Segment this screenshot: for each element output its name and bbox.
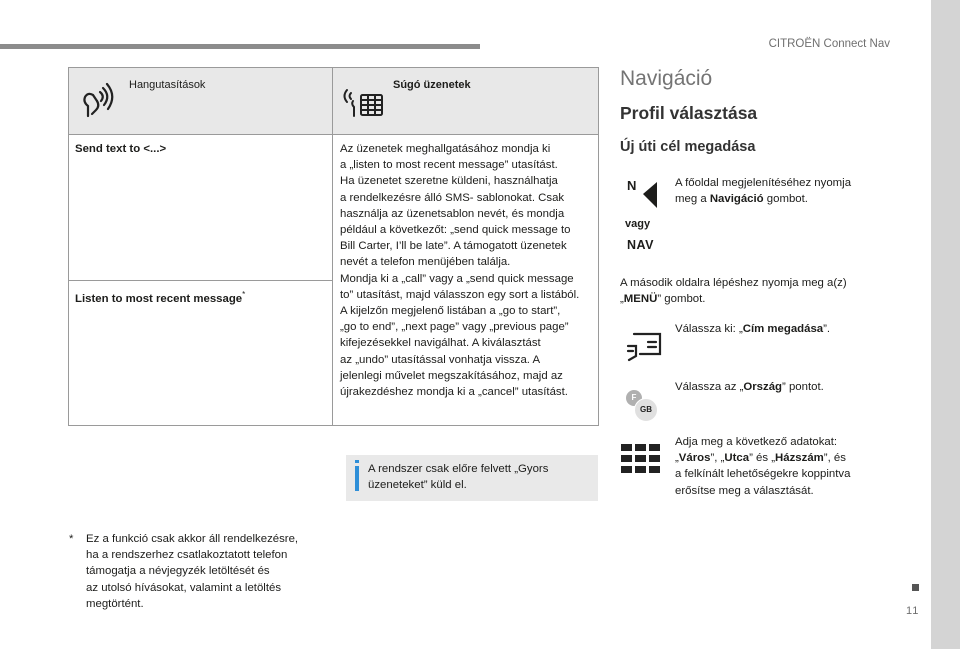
help-line: Az üzenetek meghallgatásához mondja ki	[340, 143, 551, 155]
help-line: a rendelkezésre álló SMS- sablonokat. Csak	[340, 191, 565, 204]
speech-keyboard-icon	[343, 82, 385, 118]
voice-command-table	[68, 67, 599, 426]
step4-bold: Ország	[743, 381, 782, 393]
step5-line1: Adja meg a következő adatokat:	[675, 436, 838, 448]
help-line: a „listen to most recent message” utasítást.	[340, 159, 558, 172]
step-menu	[620, 275, 880, 307]
country-badge-icon	[626, 390, 660, 418]
step5-e: ” és „	[749, 452, 776, 465]
step-navigation	[675, 175, 875, 207]
step3-bold: Cím megadása	[742, 323, 824, 335]
help-line: kifejezésekkel navigálhat. A kiválasztást	[340, 337, 541, 350]
badge-f: F	[626, 390, 642, 406]
help-cell	[333, 135, 599, 426]
step-address	[675, 321, 875, 337]
step2-post: ” gombot.	[657, 293, 706, 306]
help-line: Bill Carter, I’ll be late”. A támogatott üzenetek	[340, 240, 567, 253]
step-country	[675, 379, 875, 395]
subsubsection-title: Új úti cél megadása	[620, 139, 756, 155]
footnote-marker: *	[242, 290, 246, 299]
footnote-line: Ez a funkció csak akkor áll rendelkezésre,	[86, 533, 299, 545]
continuation-marker	[912, 584, 919, 591]
step4-post: ” pontot.	[782, 381, 824, 393]
help-line: nevét a telefon menüjében találja.	[340, 256, 511, 269]
top-rule	[0, 44, 480, 49]
info-icon	[355, 466, 359, 491]
info-note-text	[368, 461, 588, 493]
footnote-line: az utolsó hívásokat, valamint a letöltés	[86, 581, 282, 594]
page-number: 11	[906, 605, 920, 617]
table-row	[69, 281, 333, 426]
section-title: Navigáció	[620, 67, 713, 90]
table-row	[69, 135, 333, 281]
subsection-title: Profil választása	[620, 103, 758, 123]
badge-gb: GB	[634, 398, 658, 422]
help-line: A kijelzőn megjelenő listában a „go to start”,	[340, 305, 561, 318]
step2-pre: „	[620, 293, 624, 306]
or-label: vagy	[625, 218, 651, 230]
step-enter-data	[675, 434, 885, 499]
north-arrow-icon	[626, 178, 662, 212]
help-line: az „undo” utasítással vonhatja vissza. A	[340, 353, 541, 366]
step3-post: ”.	[823, 323, 831, 335]
step5-line4: erősítse meg a választását.	[675, 484, 814, 497]
help-line: Ha üzenetet szeretne küldeni, használhatja	[340, 175, 558, 188]
step1-bold: Navigáció	[709, 193, 764, 206]
table-header-commands	[69, 68, 333, 135]
help-line: jelenlegi művelet megszakításához, majd az	[340, 369, 563, 382]
table-header-help	[333, 68, 599, 135]
help-text	[333, 135, 598, 400]
info-note	[346, 455, 598, 501]
step5-a: „	[675, 452, 679, 465]
step5-city: Város	[678, 452, 711, 465]
footnote-text	[86, 531, 321, 612]
info-note-line: üzeneteket” küld el.	[368, 479, 467, 491]
help-line: Mondja ki a „call” vagy a „send quick message	[340, 272, 574, 285]
north-label: N	[627, 178, 637, 193]
step1-pre: meg a	[675, 193, 710, 206]
step5-housenumber: Házszám	[775, 452, 824, 465]
command-listen-recent-label: Listen to most recent message	[75, 292, 243, 305]
footnote-line: támogatja a névjegyzék letöltését és	[86, 565, 270, 578]
step5-street: Utca	[724, 452, 750, 465]
step5-line3: a felkínált lehetőségekre koppintva	[675, 468, 851, 481]
footnote-line: megtörtént.	[86, 597, 144, 610]
step1-line2	[675, 191, 875, 207]
brand-header: CITROËN Connect Nav	[768, 38, 890, 50]
command-listen-recent	[69, 281, 332, 307]
footnote-line: ha a rendszerhez csatlakoztatott telefon	[86, 549, 288, 562]
help-line: „go to end”, „next page” vagy „previous page”	[340, 321, 569, 334]
page-edge-bar	[931, 0, 960, 649]
help-line: használja az üzenetsablon nevét, és mondja	[340, 207, 565, 220]
col-header-voice-commands: Hangutasítások	[129, 79, 206, 91]
card-entry-icon	[626, 332, 662, 362]
step3-pre: Válassza ki: „	[675, 323, 743, 335]
col-header-help-messages: Súgó üzenetek	[393, 79, 471, 91]
step5-c: ”, „	[710, 452, 725, 465]
help-line: például a következőt: „send quick message to	[340, 224, 571, 237]
step4-pre: Válassza az „	[675, 381, 744, 393]
nav-button-icon: NAV	[627, 238, 654, 252]
keypad-grid-icon	[621, 444, 661, 474]
speech-icon	[79, 82, 115, 118]
step5-g: ”, és	[823, 452, 846, 465]
step5-line2	[675, 450, 885, 466]
info-note-line: A rendszer csak előre felvett „Gyors	[368, 463, 549, 475]
help-line: újrakezdéshez mondja ki a „cancel” utasítást.	[340, 386, 568, 399]
step2-line2	[620, 291, 880, 307]
info-icon-dot	[355, 460, 359, 463]
step2-line1: A második oldalra lépéshez nyomja meg a(z)	[620, 277, 847, 289]
command-send-text: Send text to <...>	[75, 143, 167, 155]
footnote-star: *	[69, 533, 74, 545]
help-line: to” utasítást, majd válasszon egy sort a listából.	[340, 288, 580, 301]
step1-line1: A főoldal megjelenítéséhez nyomja	[675, 177, 852, 189]
step1-post: gombot.	[763, 193, 808, 206]
step2-bold: MENÜ	[623, 293, 658, 306]
